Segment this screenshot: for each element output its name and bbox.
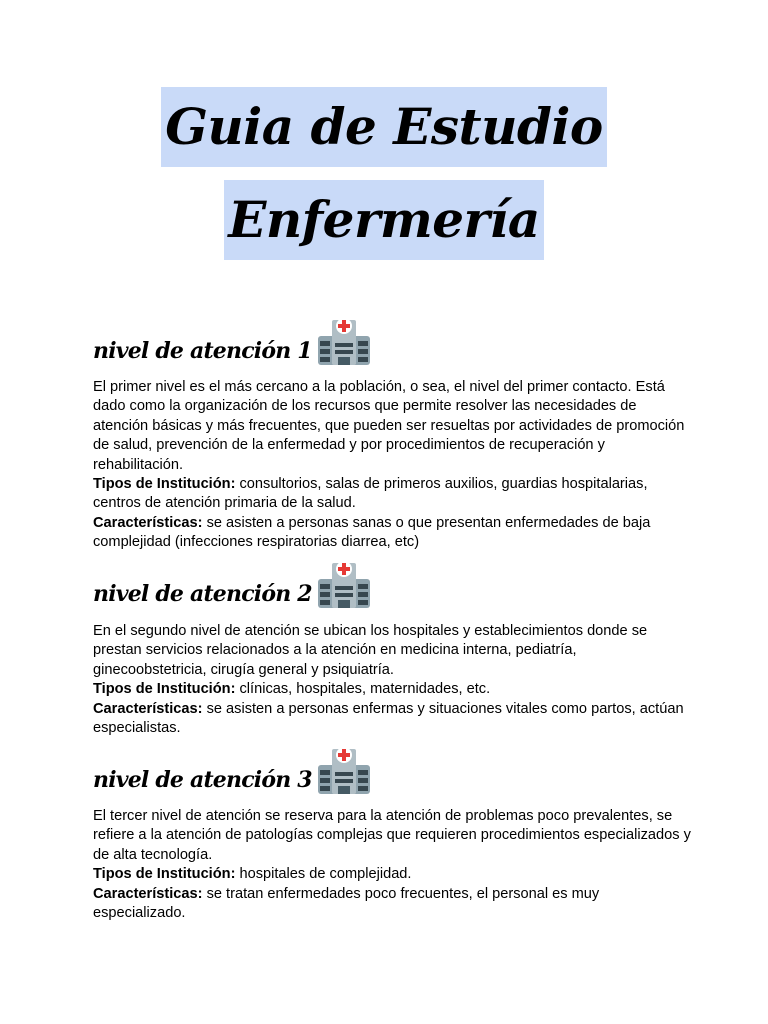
hospital-icon: [316, 557, 372, 609]
caracteristicas-text: se asisten a personas enfermas y situaciones vitales como partos, actúan especialistas.: [93, 700, 684, 737]
caracteristicas-text: se asisten a personas sanas o que presentan enfermedades de baja complejidad (infecciones respiratorias diarrea, etc): [93, 514, 651, 551]
caracteristicas-text: se tratan enfermedades poco frecuentes, el personal es muy especializado.: [93, 885, 600, 922]
title-line-2-wrapper: [0, 180, 768, 260]
section-body-2: [93, 622, 693, 738]
tipos-line: [93, 680, 693, 699]
tipos-line: [93, 475, 693, 514]
tipos-text: clínicas, hospitales, maternidades, etc.: [235, 681, 491, 698]
section-heading-text: nivel de atención 3: [93, 767, 312, 793]
caracteristicas-label: Características:: [93, 700, 203, 717]
tipos-text: hospitales de complejidad.: [235, 866, 412, 883]
tipos-label: Tipos de Institución:: [93, 866, 236, 883]
hospital-icon: [316, 743, 372, 795]
section-heading-2: [93, 557, 372, 609]
section-paragraph: El tercer nivel de atención se reserva para la atención de problemas poco prevalentes, se refiere a la atención de patologías complejas que requieren procedimientos especializados y de alta tecnología.: [93, 808, 691, 863]
page-subtitle: Enfermería: [224, 180, 544, 260]
caracteristicas-line: [93, 514, 693, 553]
caracteristicas-label: Características:: [93, 514, 203, 531]
title-line-1-wrapper: [0, 87, 768, 167]
section-body-1: [93, 378, 693, 553]
caracteristicas-line: [93, 700, 693, 739]
hospital-icon: [316, 314, 372, 366]
tipos-text: consultorios, salas de primeros auxilios, guardias hospitalarias, centros de atención primaria de la salud.: [93, 476, 648, 512]
section-paragraph: En el segundo nivel de atención se ubican los hospitales y establecimientos donde se prestan servicios relacionados a la atención en medicina interna, pediatría, ginecoobstetricia, cirugía general y psiquiatría.: [93, 623, 648, 678]
tipos-line: [93, 865, 693, 884]
caracteristicas-label: Características:: [93, 885, 203, 902]
section-paragraph: El primer nivel es el más cercano a la población, o sea, el nivel del primer contacto. Está dado como la organización de los recursos que permite resolver las necesidades de atención básicas y más frecuentes, que pueden ser resueltas por actividades de promoción de salud, prevención de la enfermedad y por procedimientos de recuperación y rehabilitación.: [93, 379, 685, 473]
section-heading-text: nivel de atención 2: [93, 581, 312, 607]
tipos-label: Tipos de Institución:: [93, 681, 236, 698]
section-heading-3: [93, 743, 372, 795]
caracteristicas-line: [93, 885, 693, 924]
section-body-3: [93, 807, 693, 923]
section-heading-text: nivel de atención 1: [93, 338, 312, 364]
section-heading-1: [93, 314, 372, 366]
tipos-label: Tipos de Institución:: [93, 476, 236, 493]
page-title: Guia de Estudio: [161, 87, 607, 167]
